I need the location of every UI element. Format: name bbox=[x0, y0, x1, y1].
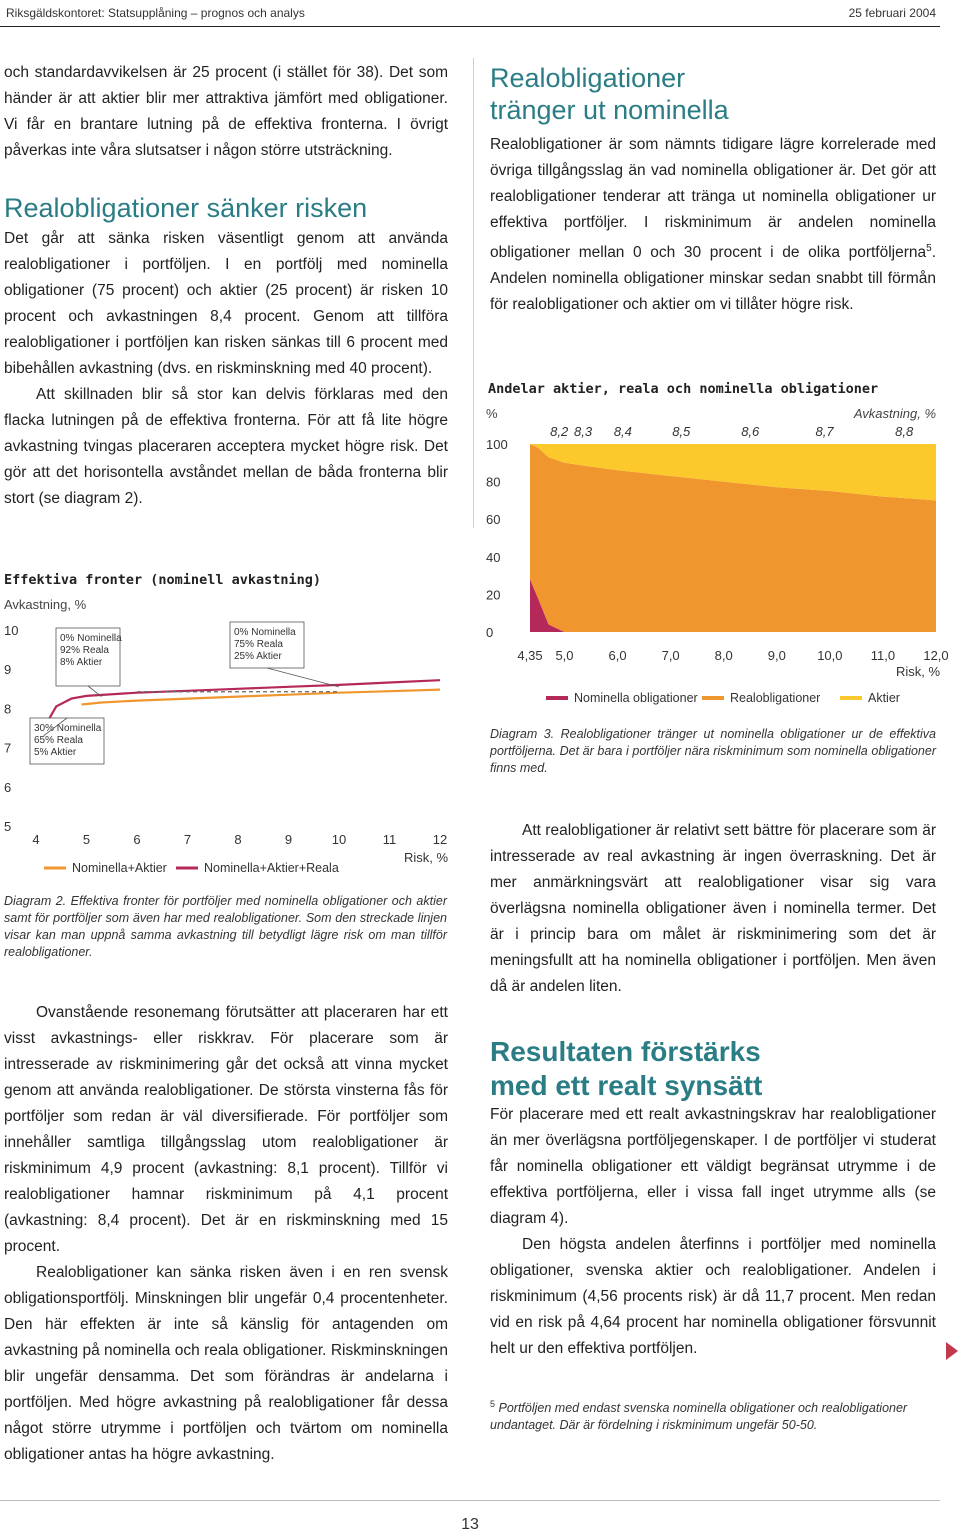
footer-rule bbox=[0, 1500, 940, 1501]
chart3-ytick-label: 100 bbox=[486, 437, 508, 452]
chart2-svg bbox=[0, 614, 470, 884]
page-header bbox=[0, 0, 960, 24]
chart3-ytick-label: 80 bbox=[486, 474, 501, 490]
chart2-xaxis-label: Risk, % bbox=[403, 850, 448, 865]
chart2-xtick-label: 4 bbox=[32, 832, 40, 847]
footnote-number: 5 bbox=[490, 1399, 496, 1409]
chart3-xtick-label: 6,0 bbox=[608, 648, 627, 663]
chart2-annotation-pointer bbox=[267, 668, 339, 687]
chart3-xtick-label: 9,0 bbox=[767, 648, 786, 663]
chart3-legend-label: Realobligationer bbox=[730, 691, 821, 705]
chart3-title: Andelar aktier, reala och nominella obligationer bbox=[488, 381, 879, 397]
right-bottom-text: För placerare med ett realt avkastningskrav har realobligationer än mer överlägsna portföljegenskaper. I de portföljer vi studerat får nominella obligationer ett väldigt begränsat utrymme i de effektiva portföljerna, eller i vissa fall inget utrymme alls (se diagram 4). Den högsta andelen återfinns i portföljer med nominella obligationer, svenska aktier och realobligationer. Andelen i riskminimum (4,56 procents risk) är då 11,7 procent. Men redan vid en risk på 4,64 procent har nominella obligationer försvunnit helt ur den effektiva portföljen. bbox=[490, 1106, 936, 1357]
chart2-annotation-text: 92% Reala bbox=[60, 645, 109, 656]
column-divider bbox=[473, 58, 474, 528]
chart2-xtick-label: 5 bbox=[82, 832, 91, 847]
chart2-ytick-label: 7 bbox=[4, 740, 12, 756]
chart3-top-tick-label: 8,3 bbox=[574, 424, 593, 439]
chart2-xtick-label: 11 bbox=[382, 832, 397, 847]
page-number: 13 bbox=[461, 1516, 479, 1533]
chart2-legend-label: Nominella+Aktier bbox=[72, 861, 167, 875]
chart2-annotation-text: 0% Nominella bbox=[234, 627, 296, 638]
chart2-annotation-text: 25% Aktier bbox=[234, 651, 282, 662]
chart2-caption: Diagram 2. Effektiva fronter för portföljer med nominella obligationer och aktier samt för portföljer som även har med realobligationer. Som den streckade linjen visar kan man uppnå samma avkastning till betydligt lägre risk om man tillför realobligationer. bbox=[4, 894, 447, 959]
chart2-xtick-label: 7 bbox=[183, 832, 192, 847]
chart3-xtick-label: 12,0 bbox=[923, 648, 949, 663]
chart2-ytick-label: 10 bbox=[4, 623, 19, 638]
section-heading-real: Resultaten förstärks med ett realt synsätt bbox=[490, 1036, 763, 1101]
chart3-ytick-label: 40 bbox=[486, 549, 501, 565]
chart3-xaxis-label: Risk, % bbox=[895, 664, 940, 679]
chart2-ytick-label: 6 bbox=[4, 779, 12, 795]
chart2-xtick-label: 12 bbox=[432, 832, 448, 847]
chart2-xtick-label: 9 bbox=[284, 832, 293, 847]
chart3-ytick-label: 0 bbox=[486, 625, 494, 640]
header-rule bbox=[0, 26, 940, 27]
chart2-ytick-label: 5 bbox=[4, 819, 12, 834]
chart2-annotation-text: 65% Reala bbox=[34, 735, 83, 746]
chart3-top-tick-label: 8,6 bbox=[741, 424, 760, 439]
chart3-top-tick-label: 8,5 bbox=[672, 424, 691, 439]
chart3-xtick-label: 5,0 bbox=[555, 648, 574, 663]
header-date: 25 februari 2004 bbox=[848, 6, 936, 20]
chart2-ylabel: Avkastning, % bbox=[4, 597, 87, 612]
chart2-xtick-label: 6 bbox=[133, 832, 141, 847]
chart2-annotation-text: 0% Nominella bbox=[60, 633, 122, 644]
chart2-ytick-label: 8 bbox=[4, 701, 12, 717]
section-heading-crowd-out: Realobligationer tränger ut nominella bbox=[490, 63, 729, 125]
chart3-top-tick-label: 8,8 bbox=[895, 424, 914, 439]
right-mid-text: Att realobligationer är relativt sett bättre för placerare som är intresserade av real avkastning är ingen överraskning. Det är mer anmärkningsvärt att realobligationer visar sig vara överlägsna nominella obligationer även i nominella termer. Det är i princip bara om målet är riskminimering som det är meningsfullt att ha nominella obligationer i portföljen. Men även då är andelen liten. bbox=[490, 822, 936, 995]
chart3-top-tick-label: 8,4 bbox=[613, 424, 632, 439]
chart3-svg bbox=[478, 404, 950, 724]
chart3-xtick-label: 10,0 bbox=[817, 648, 843, 663]
chart2-annotation-text: 75% Reala bbox=[234, 639, 283, 650]
chart3-ytick-label: 20 bbox=[486, 587, 501, 603]
chart3-ylabel: % bbox=[486, 406, 498, 421]
left-top-paragraph: och standardavvikelsen är 25 procent (i stället för 38). Det som händer är att aktier blir mer attraktiva jämfört med obligationer. Vi får en brantare lutning på de effektiva fronterna. I övrigt påverkas inte våra slutsatser i någon större utsträckning. bbox=[4, 64, 448, 159]
left-bottom-text: Ovanstående resonemang förutsätter att placeraren har ett visst avkastnings- eller riskkrav. För placerare som är intresserade av riskminimering går det också att vinna mycket genom att använda realobligationer. De största vinsterna fås för portföljer som redan är väl diversifierade. För portföljer som innehåller samtliga tillgångsslag utom realobligationer är riskminimum 4,9 procent (avkastning: 8,1 procent). Tillför vi realobligationer hamnar riskminimum på 4,1 procent (avkastning: 8,4 procent). Det är en riskminskning med 15 procent. Realobligationer kan sänka risken även i en ren svensk obligationsportfölj. Minskningen blir ungefär 0,4 procentenheter. Den här effekten är inte så känslig för antagenden om avkastning på nominella och reala obligationer. Riskminskningen blir ungefär densamma. Det som förändras är andelarna i portföljen. Med högre avkastning på realobligationer får dessa något större utrymme i portföljen och tvärtom om nominella obligationer antas ha högre avkastning. bbox=[4, 1004, 448, 1463]
chart2-legend-label: Nominella+Aktier+Reala bbox=[204, 861, 339, 875]
chart2-xtick-label: 8 bbox=[234, 832, 242, 847]
chart3-ytick-label: 60 bbox=[486, 512, 501, 528]
chart3-y2label: Avkastning, % bbox=[853, 406, 936, 421]
footnote: $^5$ Portföljen med endast svenska nominella obligationer och realobligationer undantaget. Där är fördelning i riskminimum ungefär 50-50. bbox=[490, 1399, 908, 1433]
chart3-xtick-label: 7,0 bbox=[661, 648, 680, 663]
chart2-title: Effektiva fronter (nominell avkastning) bbox=[4, 572, 321, 588]
chart2-annotation-text: 30% Nominella bbox=[34, 723, 102, 734]
chart3-caption: Diagram 3. Realobligationer tränger ut nominella obligationer ur de effektiva portföljerna. Det är bara i portföljer nära riskminimum som nominella obligationer finns med. bbox=[490, 727, 936, 775]
section-heading-risk: Realobligationer sänker risken bbox=[4, 193, 368, 223]
chart2-annotation-text: 5% Aktier bbox=[34, 747, 77, 758]
crowd-out-paragraph: Realobligationer är som nämnts tidigare lägre korrelerade med övriga tillgångsslag än vad nominella obligationer är. Det gör att realobligationer tenderar att tränga ut nominella obligationer ur effektiva portföljer. I riskminimum är andelen nominella obligationer mellan 0 och 30 procent i de olika portföljerna$^5$. Andelen nominella obligationer minskar sedan snabbt till förmån för realobligationer och aktier om vi tillåter högre risk. bbox=[490, 136, 936, 314]
section-risk-body: Det går att sänka risken väsentligt genom att använda realobligationer i portföljen. I en portfölj med nominella obligationer (75 procent) och aktier (25 procent) är risken 10 procent och avkastningen 8,4 procent. Genom att tillföra realobligationer i portföljen kan risken sänkas till 6 procent med bibehållen avkastning (dvs. en riskminskning med 40 procent). Att skillnaden blir så stor kan delvis förklaras med den flacka lutningen på de effektiva fronterna. För att få lite högre avkastning tvingas placeraren acceptera mycket högre risk. Det gör att det horisontella avståndet mellan de båda fronterna blir stort (se diagram 2). bbox=[4, 230, 448, 507]
chart3-legend-label: Aktier bbox=[868, 691, 900, 705]
chart3-top-tick-label: 8,7 bbox=[815, 424, 834, 439]
chart2-xtick-label: 10 bbox=[331, 832, 347, 847]
chart3-xtick-label: 8,0 bbox=[714, 648, 733, 663]
footnote-ref: 5 bbox=[926, 243, 932, 254]
next-page-arrow-icon[interactable] bbox=[946, 1342, 958, 1360]
chart3-legend-label: Nominella obligationer bbox=[574, 691, 698, 705]
chart3-top-tick-label: 8,2 bbox=[550, 424, 569, 439]
chart3-xtick-label: 11,0 bbox=[870, 648, 896, 663]
chart3-xtick-label: 4,35 bbox=[517, 648, 543, 663]
chart2-annotation-text: 8% Aktier bbox=[60, 657, 103, 668]
header-title: Riksgäldskontoret: Statsupplåning – prognos och analys bbox=[6, 6, 305, 20]
chart2-ytick-label: 9 bbox=[4, 662, 12, 678]
